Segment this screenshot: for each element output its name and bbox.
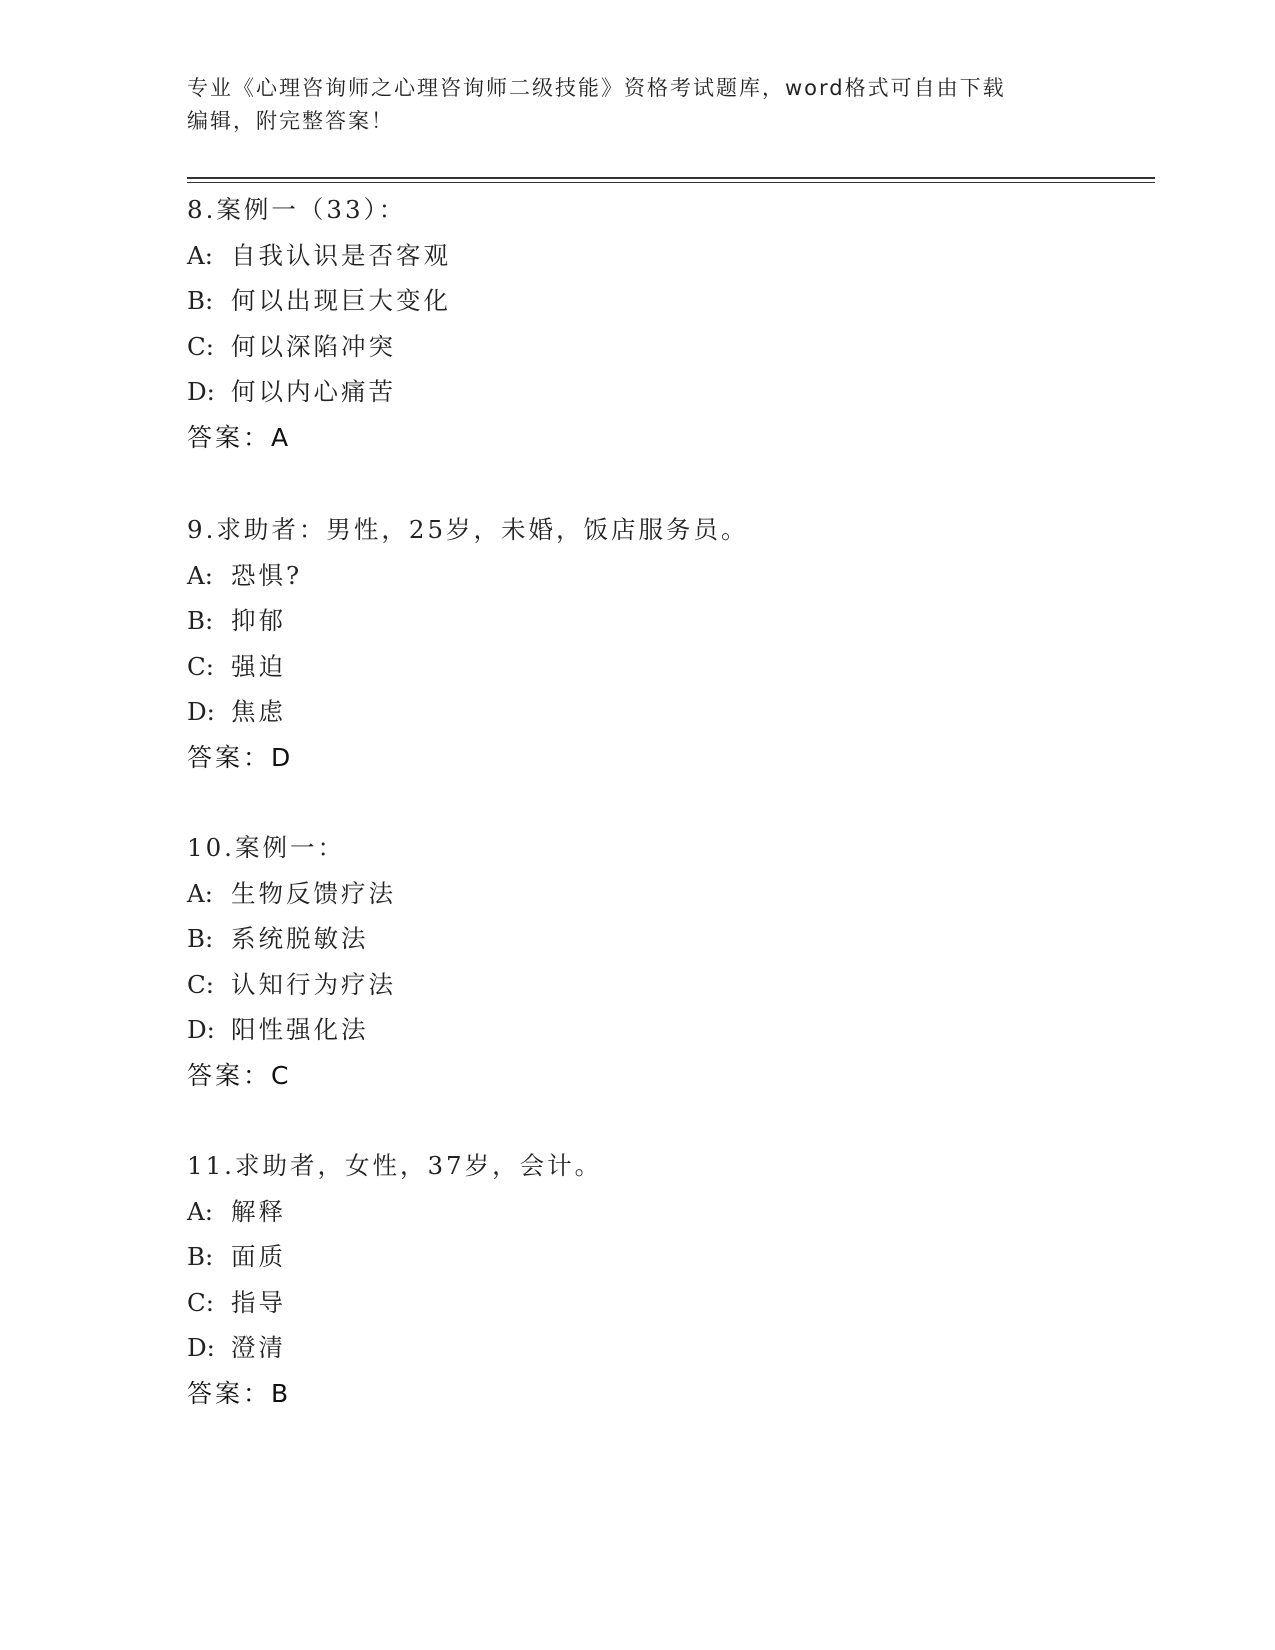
option-row bbox=[187, 324, 1087, 370]
option-label: D: bbox=[187, 377, 215, 406]
option-text: 解释 bbox=[231, 1196, 286, 1226]
option-label: C: bbox=[187, 1287, 215, 1317]
question-block bbox=[187, 187, 1087, 460]
header-line-2: 编辑，附完整答案！ bbox=[187, 109, 394, 133]
option-label: B: bbox=[187, 1242, 214, 1271]
option-row bbox=[187, 598, 1087, 644]
option-text: 澄清 bbox=[231, 1333, 286, 1362]
option-label: C: bbox=[187, 651, 215, 681]
option-row bbox=[187, 1189, 1087, 1235]
answer-line: 答案：B bbox=[187, 1378, 292, 1408]
option-text: 系统脱敏法 bbox=[231, 924, 369, 953]
option-row bbox=[187, 1007, 1087, 1053]
option-row bbox=[187, 1325, 1087, 1371]
option-text: 生物反馈疗法 bbox=[231, 878, 396, 908]
answer-line: 答案：A bbox=[187, 422, 292, 452]
option-row bbox=[187, 689, 1087, 735]
header-line-1: 专业《心理咨询师之心理咨询师二级技能》资格考试题库，word格式可自由下载 bbox=[187, 76, 1006, 100]
option-label: D: bbox=[187, 697, 215, 726]
option-text: 抑郁 bbox=[231, 606, 286, 635]
question-stem: 11.求助者，女性，37岁，会计。 bbox=[187, 1151, 603, 1180]
option-row bbox=[187, 553, 1087, 599]
option-label: D: bbox=[187, 1333, 215, 1362]
option-text: 阳性强化法 bbox=[231, 1015, 369, 1044]
option-label: C: bbox=[187, 331, 215, 361]
question-stem: 9.求助者：男性，25岁，未婚，饭店服务员。 bbox=[187, 515, 749, 544]
option-row bbox=[187, 962, 1087, 1008]
document-header bbox=[187, 72, 1067, 138]
option-text: 指导 bbox=[231, 1287, 286, 1317]
option-label: B: bbox=[187, 606, 214, 635]
option-text: 强迫 bbox=[231, 651, 286, 681]
question-stem: 10.案例一： bbox=[187, 833, 345, 862]
header-divider-thin bbox=[187, 182, 1155, 183]
option-label: D: bbox=[187, 1015, 215, 1044]
option-text: 恐惧? bbox=[231, 560, 303, 590]
option-label: A: bbox=[187, 240, 213, 270]
question-block bbox=[187, 1143, 1087, 1416]
option-row bbox=[187, 916, 1087, 962]
option-label: A: bbox=[187, 560, 213, 590]
option-row bbox=[187, 233, 1087, 279]
answer-line: 答案：C bbox=[187, 1060, 292, 1090]
option-row bbox=[187, 1234, 1087, 1280]
option-text: 焦虑 bbox=[231, 697, 286, 726]
answer-line: 答案：D bbox=[187, 742, 294, 772]
option-text: 认知行为疗法 bbox=[231, 969, 396, 999]
option-label: C: bbox=[187, 969, 215, 999]
option-row bbox=[187, 871, 1087, 917]
option-text: 自我认识是否客观 bbox=[231, 240, 451, 270]
option-text: 面质 bbox=[231, 1242, 286, 1271]
option-label: A: bbox=[187, 878, 213, 908]
option-label: B: bbox=[187, 286, 214, 315]
header-divider-thick bbox=[187, 177, 1155, 179]
option-row bbox=[187, 1280, 1087, 1326]
question-block bbox=[187, 507, 1087, 780]
option-label: A: bbox=[187, 1196, 213, 1226]
question-block bbox=[187, 825, 1087, 1098]
option-row bbox=[187, 369, 1087, 415]
option-row bbox=[187, 644, 1087, 690]
option-text: 何以出现巨大变化 bbox=[231, 286, 451, 315]
question-stem: 8.案例一（33）： bbox=[187, 195, 407, 224]
option-row bbox=[187, 278, 1087, 324]
option-text: 何以内心痛苦 bbox=[231, 377, 396, 406]
option-text: 何以深陷冲突 bbox=[231, 331, 396, 361]
option-label: B: bbox=[187, 924, 214, 953]
